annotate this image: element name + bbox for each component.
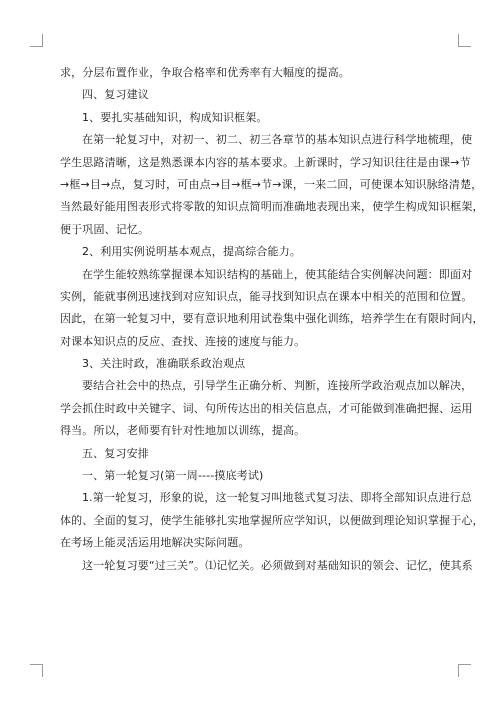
text-line: 当然最好能用图表形式将零散的知识点简明而准确地表现出来，使学生构成知识框架，	[60, 200, 484, 214]
text-line: 实例，能就事例迅速找到对应知识点，能寻找到知识点在课本中相关的范围和位置。	[60, 289, 473, 303]
text-line: 便于巩固、记忆。	[60, 222, 150, 236]
text-line: 1.第一轮复习，形象的说，这一轮复习叫地毯式复习法、即将全部知识点进行总	[82, 491, 472, 505]
subsection-heading: 3、关注时政，准确联系政治观点	[82, 357, 246, 371]
crop-mark-top-left	[30, 34, 43, 47]
text-line: 因此，在第一轮复习中，要有意识地利用试卷集中强化训练，培养学生在有限时间内，	[60, 312, 484, 326]
text-line: 学会抓住时政中关键字、词、句所传达出的相关信息点，才可能做到准确把握、运用	[60, 401, 473, 415]
subsection-heading: 2、利用实例说明基本观点，提高综合能力。	[82, 245, 301, 259]
text-line: 在学生能较熟练掌握课本知识结构的基础上，使其能结合实例解决问题：即面对	[82, 267, 473, 281]
text-line: 在考场上能灵活运用地解决实际问题。	[60, 536, 250, 550]
text-line: 得当。所以，老师要有针对性地加以训练，提高。	[60, 424, 306, 438]
text-line: →框→目→点，复习时，可由点→目→框→节→课，一来二回，可使课本知识脉络清楚，	[60, 177, 483, 191]
subsection-heading: 1、要扎实基础知识，构成知识框架。	[82, 110, 268, 124]
text-line: 这一轮复习要“过三关”。⑴记忆关。必须做到对基础知识的领会、记忆，使其系	[82, 558, 473, 572]
text-line: 体的、全面的复习，使学生能够扎实地掌握所应学知识，以便做到理论知识掌握于心，	[60, 513, 484, 527]
text-line: 要结合社会中的热点，引导学生正确分析、判断，连接所学政治观点加以解决，	[82, 379, 473, 393]
crop-mark-bottom-left	[30, 664, 43, 677]
crop-mark-bottom-right	[458, 664, 471, 677]
subsection-heading: 一、第一轮复习(第一周----摸底考试)	[82, 469, 264, 483]
text-line: 学生思路清晰，这是熟悉课本内容的基本要求。上新课时，学习知识往往是由课→节	[60, 155, 471, 169]
section-heading: 四、复习建议	[82, 88, 149, 102]
text-line: 对课本知识点的反应、查找、连接的速度与能力。	[60, 334, 306, 348]
text-line: 求，分层布置作业，争取合格率和优秀率有大幅度的提高。	[60, 66, 350, 79]
crop-mark-top-right	[458, 34, 471, 47]
section-heading: 五、复习安排	[82, 446, 149, 460]
text-line: 在第一轮复习中，对初一、初二、初三各章节的基本知识点进行科学地梳理，使	[82, 133, 473, 147]
document-body	[60, 62, 484, 577]
